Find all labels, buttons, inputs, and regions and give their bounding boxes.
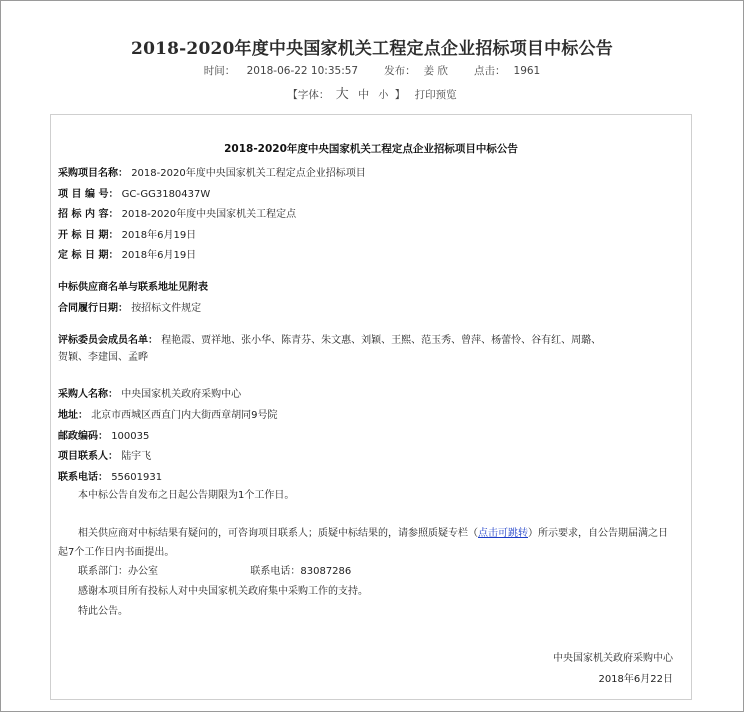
dept-label: 联系部门： <box>78 566 128 577</box>
project-name-label: 采购项目名称： <box>58 168 128 179</box>
font-size-small-button[interactable]: 小 <box>378 90 389 101</box>
question-paragraph <box>58 524 673 562</box>
address-value: 北京市西城区西直门内大街西章胡同9号院 <box>91 410 278 421</box>
suppliers-heading: 中标供应商名单与联系地址见附表 <box>58 282 208 293</box>
signature-org: 中央国家机关政府采购中心 <box>553 653 673 664</box>
publisher-label: 发布： <box>384 65 416 77</box>
award-date-row <box>58 249 196 263</box>
address-row <box>58 409 278 423</box>
publisher-value: 姜 欣 <box>423 65 448 77</box>
font-size-close-bracket: 】 <box>394 89 406 101</box>
bid-content-row <box>58 208 296 222</box>
clicks-label: 点击： <box>474 65 506 77</box>
phone-label: 联系电话： <box>58 472 108 483</box>
period-text: 本中标公告自发布之日起公告期限为1个工作日。 <box>78 490 295 501</box>
clicks-value: 1961 <box>513 65 541 77</box>
font-toolbar <box>0 83 744 102</box>
bid-content-label: 招 标 内 容： <box>58 209 119 220</box>
signature-date: 2018年6月22日 <box>598 674 673 685</box>
project-no-row <box>58 188 210 202</box>
contact-value: 陆宇飞 <box>121 451 152 462</box>
time-meta <box>200 65 362 77</box>
address-label: 地址： <box>58 410 88 421</box>
phone-row <box>58 471 162 485</box>
print-preview-link[interactable]: 打印预览 <box>414 89 457 101</box>
committee-line1: 程艳霞、贾祥地、张小华、陈青芬、朱文惠、刘颖、王熙、范玉秀、曾萍、杨蕾怜、谷有红、周璐、 <box>161 335 602 346</box>
contract-label: 合同履行日期： <box>58 303 128 314</box>
article-meta <box>0 63 744 78</box>
dept-row <box>78 562 693 581</box>
purchaser-label: 采购人名称： <box>58 389 118 400</box>
font-size-large-button[interactable]: 大 <box>335 87 349 102</box>
publisher-meta <box>373 65 452 77</box>
award-date-label: 定 标 日 期： <box>58 250 119 261</box>
postcode-row <box>58 430 149 444</box>
contract-value: 按招标文件规定 <box>131 303 202 314</box>
open-date-value: 2018年6月19日 <box>121 230 197 241</box>
dept-value: 办公室 <box>128 566 158 577</box>
project-no-label: 项 目 编 号： <box>58 189 119 200</box>
purchaser-value: 中央国家机关政府采购中心 <box>121 389 242 400</box>
notice-title: 2018-2020年度中央国家机关工程定点企业招标项目中标公告 <box>224 143 518 155</box>
font-size-label: 【字体： <box>287 89 330 101</box>
dept-phone-label: 联系电话： <box>250 566 301 577</box>
complaint-column-link[interactable]: 点击可跳转 <box>478 528 528 539</box>
bid-content-value: 2018-2020年度中央国家机关工程定点 <box>121 209 297 220</box>
open-date-row <box>58 229 196 243</box>
contact-row <box>58 450 151 464</box>
committee-label: 评标委员会成员名单： <box>58 335 158 346</box>
project-name-row <box>58 167 366 181</box>
clicks-meta <box>463 65 544 77</box>
postcode-value: 100035 <box>111 431 150 442</box>
question-text-a: 相关供应商对中标结果有疑问的，可咨询项目联系人；质疑中标结果的，请参照质疑专栏（ <box>78 528 478 539</box>
contract-row <box>58 302 201 316</box>
project-no-value: GC-GG3180437W <box>121 189 211 200</box>
committee-line2: 贺颖、李建国、孟晔 <box>58 352 148 363</box>
hereby-text: 特此公告。 <box>78 606 128 617</box>
dept-phone-value: 83087286 <box>300 566 352 577</box>
phone-value: 55601931 <box>111 472 163 483</box>
contact-label: 项目联系人： <box>58 451 118 462</box>
question-text-b: ）所示要求，自公告期届满之日起7个工作日内书面提出。 <box>58 528 668 558</box>
page-title: 2018-2020年度中央国家机关工程定点企业招标项目中标公告 <box>131 39 613 59</box>
time-label: 时间： <box>203 65 236 77</box>
notice-body <box>50 114 692 700</box>
postcode-label: 邮政编码： <box>58 431 108 442</box>
award-date-value: 2018年6月19日 <box>121 250 197 261</box>
open-date-label: 开 标 日 期： <box>58 230 119 241</box>
purchaser-row <box>58 388 241 402</box>
thanks-text: 感谢本项目所有投标人对中央国家机关政府集中采购工作的支持。 <box>78 586 368 597</box>
time-value: 2018-06-22 10:35:57 <box>246 65 359 77</box>
font-size-medium-button[interactable]: 中 <box>358 88 370 101</box>
committee-row <box>58 334 601 348</box>
project-name-value: 2018-2020年度中央国家机关工程定点企业招标项目 <box>131 168 366 179</box>
